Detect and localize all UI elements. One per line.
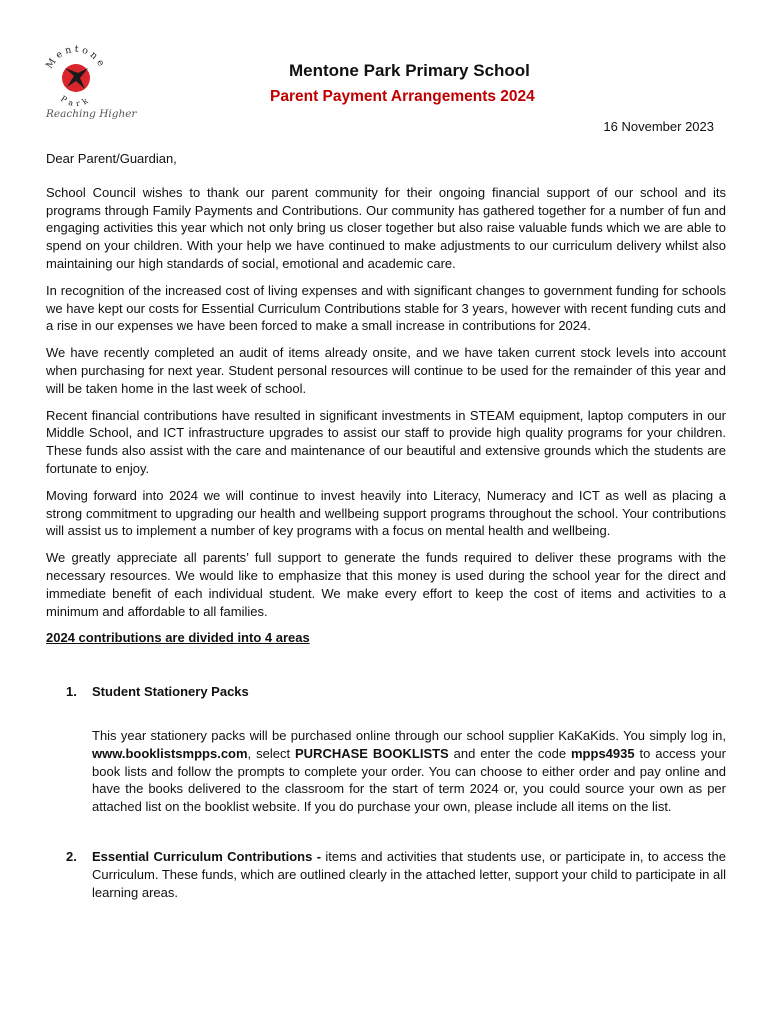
list-number: 1. (66, 684, 77, 700)
stationery-text: This year stationery packs will be purchased online through our school supplier KaKaKids. You simply log in, (92, 727, 726, 743)
logo-tagline: Reaching Higher (46, 108, 137, 120)
svg-text:Park: Park (59, 94, 93, 106)
salutation: Dear Parent/Guardian, (46, 151, 177, 166)
list-item-stationery (46, 683, 726, 701)
document-title: Parent Payment Arrangements 2024 (270, 88, 535, 105)
stationery-text: and enter the code (448, 745, 571, 761)
list-item-title: Student Stationery Packs (92, 684, 249, 700)
purchase-booklists-label: PURCHASE BOOKLISTS (295, 745, 449, 761)
stationery-text: , select (247, 745, 295, 761)
list-item-title: Essential Curriculum Contributions - (92, 848, 322, 864)
paragraph-appreciation: We greatly appreciate all parents’ full support to generate the funds required to deliver these programs with the necessary resources. We would like to emphasize that this money is used during the school year for the direct and immediate benefit of each individual student. We make every effort to keep the cost of items and activities to a minimum and affordable to all families. (46, 550, 726, 619)
section-heading: 2024 contributions are divided into 4 areas (46, 630, 310, 646)
booklist-code: mpps4935 (571, 745, 635, 761)
school-logo (40, 40, 137, 126)
paragraph-investments: Recent financial contributions have resulted in significant investments in STEAM equipment, laptop computers in our Middle School, and ICT infrastructure upgrades to assist our staff to provide high quality programs for your children. These funds also assist with the care and maintenance of our beautiful and extensive grounds which the students are fortunate to enjoy. (46, 407, 726, 476)
letter-date: 16 November 2023 (603, 119, 714, 134)
letter-body (46, 150, 726, 901)
curriculum-description: items and activities that students use, or participate in, to access the Curriculum. These funds, which are outlined clearly in the attached letter, support your child to participate in all learning areas. (92, 848, 727, 900)
school-crest-icon (40, 40, 120, 106)
school-name: Mentone Park Primary School (289, 61, 530, 80)
paragraph-moving-forward: Moving forward into 2024 we will continue to invest heavily into Literacy, Numeracy and ICT as well as placing a strong commitment to upgrading our health and wellbeing support programs throughout the school. Your contributions will assist us to implement a number of key programs with a focus on mental health and wellbeing. (46, 487, 726, 539)
booklist-link[interactable]: www.booklistsmpps.com (92, 745, 248, 761)
svg-text:Mentone: Mentone (44, 43, 108, 71)
stationery-description (46, 727, 726, 816)
paragraph-cost-of-living: In recognition of the increased cost of living expenses and with significant changes to government funding for schools we have kept our costs for Essential Curriculum Contributions stable for 3 years, however with recent funding cuts and a rise in our expenses we have been forced to make a small increase in contributions for 2024. (46, 282, 726, 334)
list-number: 2. (66, 848, 77, 864)
paragraph-thanks: School Council wishes to thank our parent community for their ongoing financial support of our school and its programs through Family Payments and Contributions. Our community has gathered together for a number of fun and engaging activities this year which not only bring us closer together but also raise valuable funds which we are able to spend on your children. With your help we have continued to make adjustments to our curriculum delivery whilst also maintaining our high standards of social, emotional and academic care. (46, 184, 726, 271)
stationery-text: to access your book lists and follow the prompts to complete your order. You can choose to either order and pay online and have the books delivered to the classroom for the start of term 2024 or, you could source your own as per attached list on the booklist website. If you do purchase your own, please include all items on the list. (92, 745, 726, 815)
list-item-curriculum (46, 848, 726, 901)
paragraph-audit: We have recently completed an audit of items already onsite, and we have taken current stock levels into account when purchasing for next year. Student personal resources will continue to be used for the remainder of this year and will be taken home in the last week of school. (46, 345, 726, 396)
